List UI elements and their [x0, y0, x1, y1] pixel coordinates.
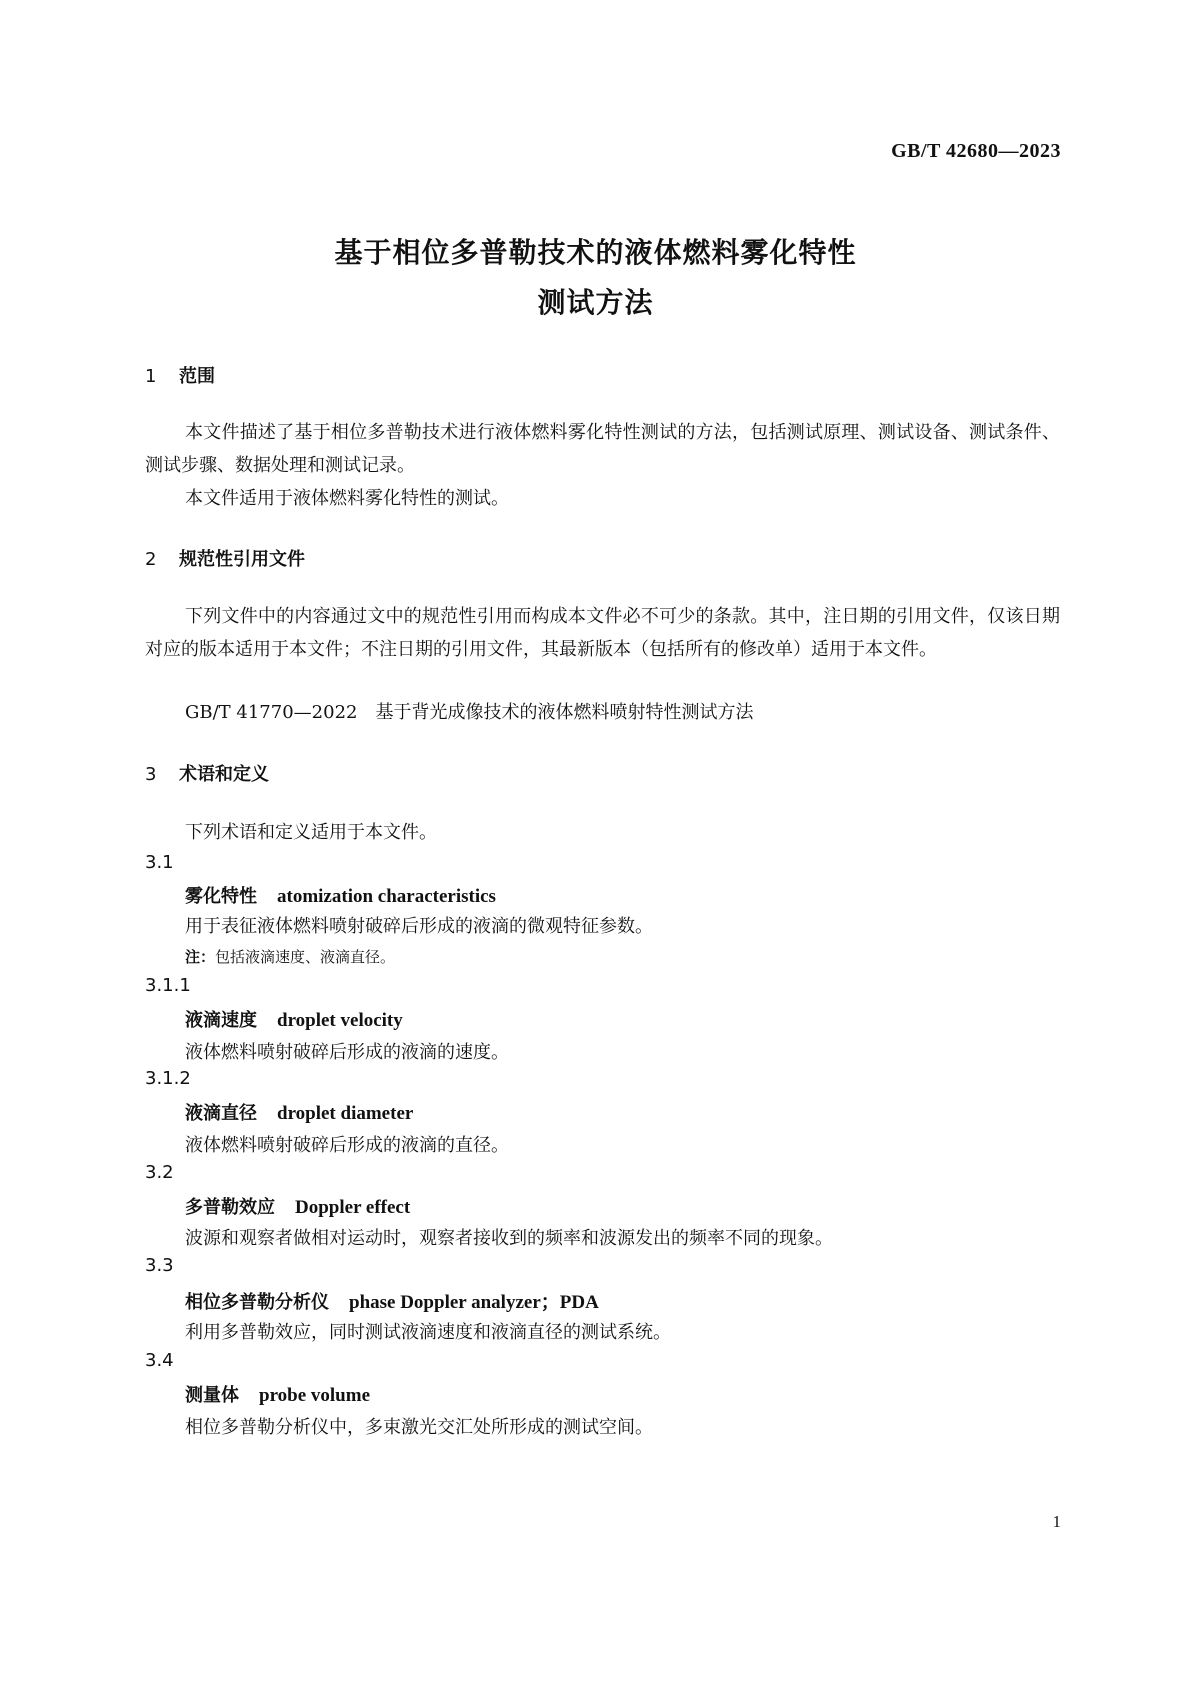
term-english: Doppler effect	[295, 1197, 411, 1218]
term-heading	[185, 882, 496, 908]
term-number: 3.1	[145, 852, 174, 873]
term-english: droplet diameter	[277, 1103, 414, 1124]
term-number: 3.1.2	[145, 1068, 191, 1089]
term-chinese: 相位多普勒分析仪	[185, 1292, 329, 1313]
normative-reference: GB/T 41770—2022 基于背光成像技术的液体燃料喷射特性测试方法	[185, 702, 754, 723]
term-heading	[185, 1193, 410, 1219]
section-2-heading	[145, 545, 305, 571]
section-2-paragraph-1: 下列文件中的内容通过文中的规范性引用而构成本文件必不可少的条款。其中，注日期的引用文件，仅该日期对应的版本适用于本文件；不注日期的引用文件，其最新版本（包括所有的修改单）适用于本文件。	[145, 606, 1060, 660]
term-number: 3.4	[145, 1350, 174, 1371]
title-line-2: 测试方法	[537, 286, 654, 319]
section-3-heading	[145, 760, 269, 786]
title-line-1: 基于相位多普勒技术的液体燃料雾化特性	[334, 236, 857, 269]
term-number: 3.1.1	[145, 975, 191, 996]
section-title: 术语和定义	[179, 764, 269, 785]
standard-number: GB/T 42680—2023	[891, 140, 1061, 162]
page-number: 1	[1052, 1512, 1061, 1531]
term-chinese: 多普勒效应	[185, 1197, 275, 1218]
section-number: 3	[145, 764, 157, 785]
term-chinese: 测量体	[185, 1385, 239, 1406]
term-chinese: 雾化特性	[185, 886, 257, 907]
term-english: droplet velocity	[277, 1010, 403, 1031]
term-english: atomization characteristics	[277, 886, 496, 907]
section-number: 1	[145, 366, 157, 387]
document-title	[0, 228, 1191, 328]
section-title: 范围	[179, 366, 215, 387]
term-definition: 相位多普勒分析仪中，多束激光交汇处所形成的测试空间。	[185, 1417, 653, 1438]
term-chinese: 液滴直径	[185, 1103, 257, 1124]
section-3-intro: 下列术语和定义适用于本文件。	[185, 822, 437, 843]
term-note	[185, 946, 395, 967]
term-english: phase Doppler analyzer；PDA	[349, 1292, 599, 1313]
section-1-heading	[145, 362, 215, 388]
note-label: 注：	[185, 948, 216, 966]
term-number: 3.3	[145, 1255, 174, 1276]
term-number: 3.2	[145, 1162, 174, 1183]
term-definition: 用于表征液体燃料喷射破碎后形成的液滴的微观特征参数。	[185, 916, 653, 937]
term-definition: 液体燃料喷射破碎后形成的液滴的直径。	[185, 1135, 509, 1156]
term-definition: 波源和观察者做相对运动时，观察者接收到的频率和波源发出的频率不同的现象。	[185, 1228, 833, 1249]
term-definition: 液体燃料喷射破碎后形成的液滴的速度。	[185, 1042, 509, 1063]
section-number: 2	[145, 549, 157, 570]
term-heading	[185, 1099, 413, 1125]
term-english: probe volume	[259, 1385, 371, 1406]
section-title: 规范性引用文件	[179, 549, 305, 570]
term-heading	[185, 1381, 370, 1407]
section-1-paragraph-2: 本文件适用于液体燃料雾化特性的测试。	[185, 488, 509, 509]
term-heading	[185, 1287, 599, 1314]
term-heading	[185, 1006, 403, 1032]
section-1-paragraph-1: 本文件描述了基于相位多普勒技术进行液体燃料雾化特性测试的方法，包括测试原理、测试设备、测试条件、测试步骤、数据处理和测试记录。	[145, 422, 1060, 476]
term-chinese: 液滴速度	[185, 1010, 257, 1031]
term-definition: 利用多普勒效应，同时测试液滴速度和液滴直径的测试系统。	[185, 1322, 671, 1343]
note-text: 包括液滴速度、液滴直径。	[215, 948, 396, 966]
